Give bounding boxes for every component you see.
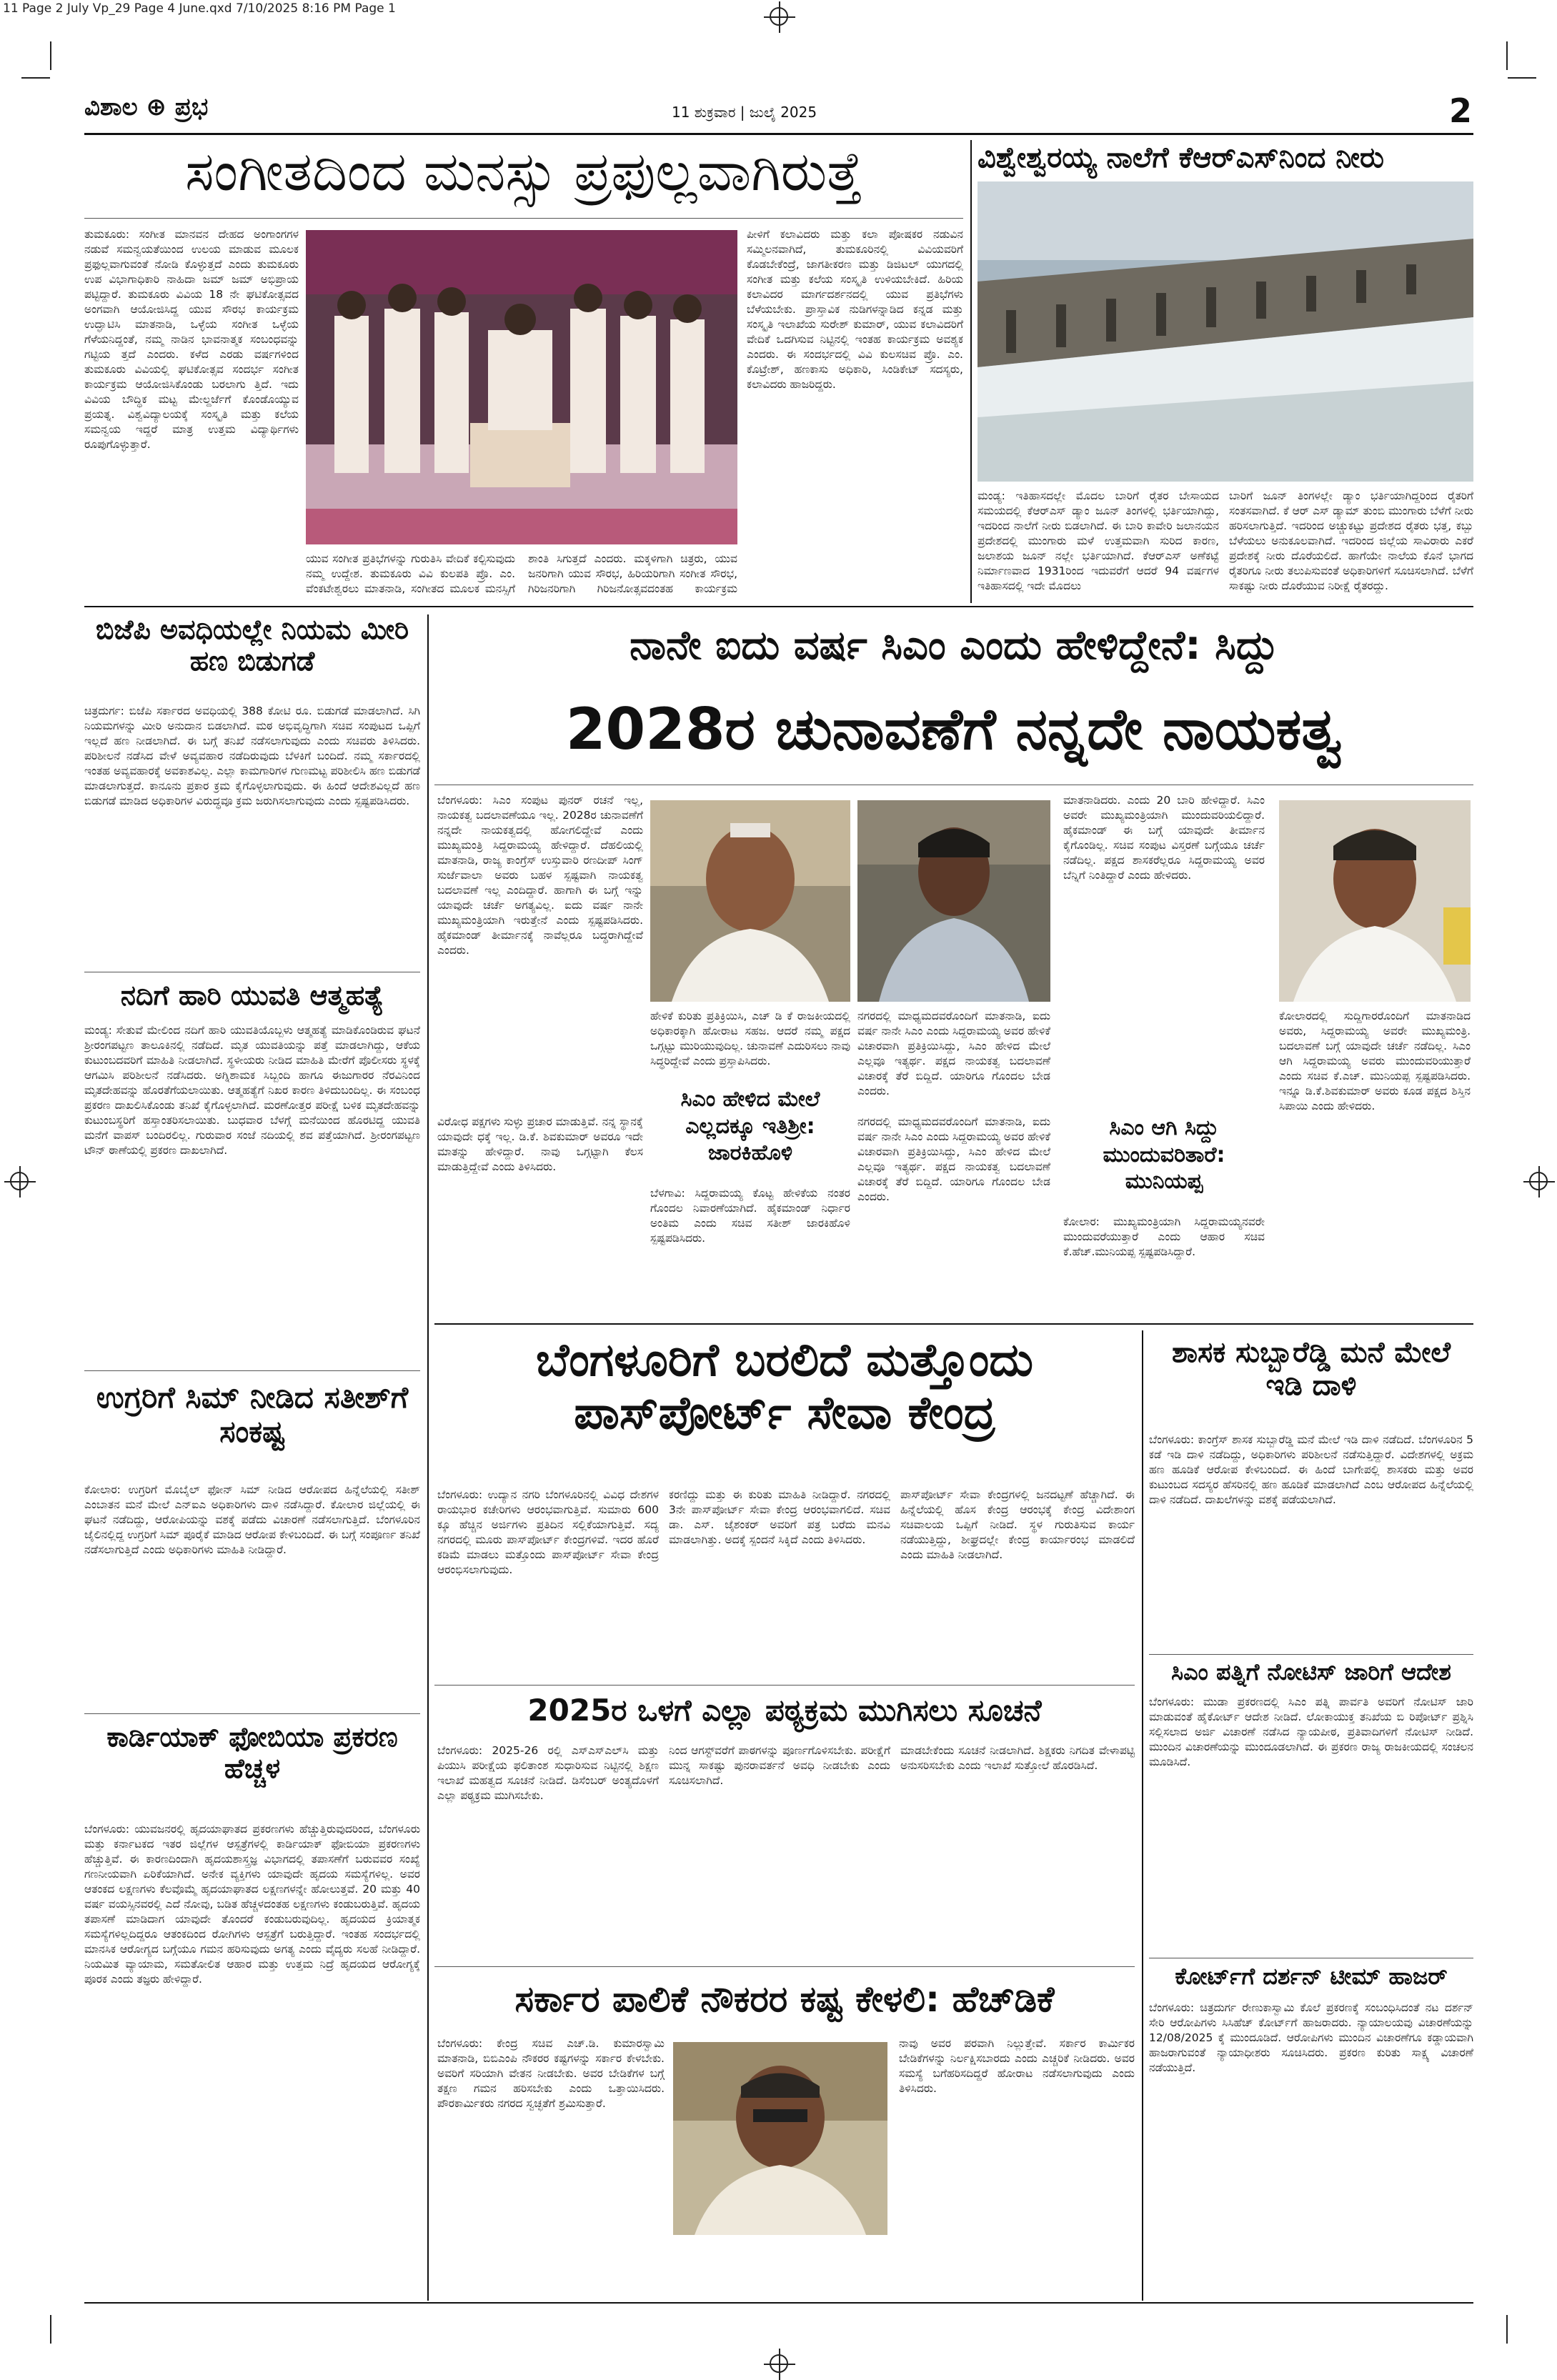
crop-mark-icon xyxy=(50,41,51,70)
registration-mark-right-icon xyxy=(1529,1172,1548,1190)
divider xyxy=(84,218,963,219)
bjp-body: ಚಿತ್ರದುರ್ಗ: ಬಿಜೆಪಿ ಸರ್ಕಾರದ ಅವಧಿಯಲ್ಲಿ 388 ಕೋಟಿ ರೂ. ಬಿಡುಗಡೆ ಮಾಡಲಾಗಿದೆ. ಸಿಗಿ ನಿಯಮಗಳನ್ನು ಮೀರಿ ಅನುದಾನ ಬಿಡಲಾಗಿದೆ. ಮಠ ಅಭಿವೃದ್ಧಿಗಾಗಿ ಸಚಿವ ಸಂಪುಟದ ಒಪ್ಪಿಗೆ ಇಲ್ಲದೆ ಹಣ ನೀಡಲಾಗಿದೆ. ಈ ಬಗ್ಗೆ ತನಿಖೆ ನಡೆಸಲಾಗುವುದು ಎಂದು ಸಚಿವರು ತಿಳಿಸಿದರು. ಪರಿಶೀಲನೆ ನಡೆಸಿದ ವೇಳೆ ಅವ್ಯವಹಾರ ನಡೆದಿರುವುದು ಬೆಳಕಿಗೆ ಬಂದಿದೆ. ನಮ್ಮ ಸರ್ಕಾರದಲ್ಲಿ ಇಂತಹ ಅವ್ಯವಹಾರಕ್ಕೆ ಅವಕಾಶವಿಲ್ಲ. ಎಲ್ಲಾ ಕಾಮಗಾರಿಗಳ ಗುಣಮಟ್ಟ ಪರಿಶೀಲಿಸಿ ಹಣ ಬಿಡುಗಡೆ ಮಾಡಲಾಗುತ್ತದೆ. ಕಾನೂನು ಪ್ರಕಾರ ಕ್ರಮ ಕೈಗೊಳ್ಳಲಾಗುವುದು. ಈ ಹಿಂದೆ ಆದೇಶವಿಲ್ಲದೆ ಹಣ ಬಿಡುಗಡೆ ಮಾಡಿದ ಅಧಿಕಾರಿಗಳ ವಿರುದ್ಧವೂ ಕ್ರಮ ಜರುಗಿಸಲಾಗುವುದು ಎಂದು ಸ್ಪಷ್ಟಪಡಿಸಿದರು. xyxy=(84,704,420,807)
music-col-2: ಯುವ ಸಂಗೀತ ಪ್ರತಿಭೆಗಳನ್ನು ಗುರುತಿಸಿ ವೇದಿಕೆ ಕಲ್ಪಿಸುವುದು ನಮ್ಮ ಉದ್ದೇಶ. ತುಮಕೂರು ವಿವಿ ಕುಲಪತಿ ಪ್ರೊ. ಎಂ. ವೆಂಕಟೇಶ್ವರಲು ಮಾತನಾಡಿ, ಸಂಗೀತದ ಮೂಲಕ ಮನಸ್ಸಿಗೆ ಶಾಂತಿ ಸಿಗುತ್ತದೆ ಎಂದರು. ಮಕ್ಕಳಿಗಾಗಿ ಚಿತ್ರರು, ಯುವ ಜನರಿಗಾಗಿ ಯುವ ಸೌರಭ, ಹಿರಿಯರಿಗಾಗಿ ಸಂಗೀತ ಸೌರಭ, ಗಿರಿಜನರಿಗಾಗಿ ಗಿರಿಜನೋತ್ಸವದಂತಹ ಕಾರ್ಯಕ್ರಮ xyxy=(306,552,737,595)
divider xyxy=(434,1685,1135,1686)
subbareddy-headline: ಶಾಸಕ ಸುಬ್ಬಾರೆಡ್ಡಿ ಮನೆ ಮೇಲೆ ಇಡಿ ದಾಳಿ xyxy=(1171,1336,1451,1402)
muniyappa-photo xyxy=(1279,800,1471,1002)
divider xyxy=(434,1966,1135,1967)
hdk-headline: ಸರ್ಕಾರ ಪಾಲಿಕೆ ನೌಕರರ ಕಷ್ಟ ಕೇಳಲಿ: ಹೆಚ್‌ಡಿಕೆ xyxy=(514,1978,1055,2020)
cm-side2-heading: ಸಿಎಂ ಆಗಿ ಸಿದ್ದು ಮುಂದುವರಿತಾರೆ: ಮುನಿಯಪ್ಪ xyxy=(1103,1115,1225,1194)
satish-headline: ಉಗ್ರರಿಗೆ ಸಿಮ್ ನೀಡಿದ ಸತೀಶ್‌ಗೆ ಸಂಕಷ್ಟ xyxy=(96,1380,409,1450)
music-event-photo xyxy=(306,230,737,544)
cm-kicker: ನಾನೇ ಐದು ವರ್ಷ ಸಿಎಂ ಎಂದು ಹೇಳಿದ್ದೇನೆ: ಸಿದ್ದು xyxy=(630,622,1278,669)
cm-col-3: ನಗರದಲ್ಲಿ ಮಾಧ್ಯಮದವರೊಂದಿಗೆ ಮಾತನಾಡಿ, ಐದು ವರ್ಷ ನಾನೇ ಸಿಎಂ ಎಂದು ಸಿದ್ದರಾಮಯ್ಯ ಅವರ ಹೇಳಿಕೆ ವಿಚಾರವಾಗಿ ಪ್ರತಿಕ್ರಿಯಿಸಿದ್ದು, ಸಿಎಂ ಹೇಳಿದ ಮೇಲೆ ಎಲ್ಲವೂ ಇತ್ಯರ್ಥ. ಪಕ್ಷದ ನಾಯಕತ್ವ ಬದಲಾವಣೆ ವಿಚಾರಕ್ಕೆ ತೆರೆ ಬಿದ್ದಿದೆ. ಯಾರಿಗೂ ಗೊಂದಲ ಬೇಡ ಎಂದರು. xyxy=(857,1010,1050,1097)
krs-col-2: ಬಾರಿಗೆ ಜೂನ್ ತಿಂಗಳಲ್ಲೇ ಡ್ಯಾಂ ಭರ್ತಿಯಾಗಿದ್ದರಿಂದ ರೈತರಿಗೆ ಸಂತಸವಾಗಿದೆ. ಕೆ ಆರ್ ಎಸ್ ಡ್ಯಾಮ್ ತುಂಬಿ ಮುಂಗಾರು ಬೆಳೆಗೆ ನೀರು ಹರಿಸಲಾಗುತ್ತಿದೆ. ಇದರಿಂದ ಅಚ್ಚುಕಟ್ಟು ಪ್ರದೇಶದ ರೈತರು ಭತ್ತ, ಕಬ್ಬು ಬೆಳೆಯಲು ಅನುಕೂಲವಾಗಿದೆ. ಇದರಿಂದ ಜಿಲ್ಲೆಯ ಸಾವಿರಾರು ಎಕರೆ ಪ್ರದೇಶಕ್ಕೆ ನೀರು ದೊರೆಯಲಿದೆ. ಹಾಗೆಯೇ ನಾಲೆಯ ಕೊನೆ ಭಾಗದ ರೈತರಿಗೂ ನೀರು ತಲುಪಿಸುವಂತೆ ಅಧಿಕಾರಿಗಳಿಗೆ ಸೂಚಿಸಲಾಗಿದೆ. ಬೆಳೆಗೆ ಸಾಕಷ್ಟು ನೀರು ದೊರೆಯುವ ನಿರೀಕ್ಷೆ ರೈತರದ್ದು. xyxy=(1229,489,1473,592)
cm-side1-body: ಬೆಳಗಾವಿ: ಸಿದ್ದರಾಮಯ್ಯ ಕೊಟ್ಟ ಹೇಳಿಕೆಯ ನಂತರ ಗೊಂದಲ ನಿವಾರಣೆಯಾಗಿದೆ. ಹೈಕಮಾಂಡ್ ನಿರ್ಧಾರ ಅಂತಿಮ ಎಂದು ಸಚಿವ ಸತೀಶ್ ಜಾರಕಿಹೊಳಿ ಸ್ಪಷ್ಟಪಡಿಸಿದರು. xyxy=(650,1187,850,1245)
music-headline: ಸಂಗೀತದಿಂದ ಮನಸ್ಸು ಪ್ರಫುಲ್ಲವಾಗಿರುತ್ತೆ xyxy=(185,139,862,203)
crop-mark-icon xyxy=(21,77,50,79)
cm-col-4: ಮಾತನಾಡಿದರು. ಎಂದು 20 ಬಾರಿ ಹೇಳಿದ್ದಾರೆ. ಸಿಎಂ ಅವರೇ ಮುಖ್ಯಮಂತ್ರಿಯಾಗಿ ಮುಂದುವರಿಯಲಿದ್ದಾರೆ. ಹೈಕಮಾಂಡ್ ಈ ಬಗ್ಗೆ ಯಾವುದೇ ತೀರ್ಮಾನ ಕೈಗೊಂಡಿಲ್ಲ. ಸಚಿವ ಸಂಪುಟ ವಿಸ್ತರಣೆ ಬಗ್ಗೆಯೂ ಚರ್ಚೆ ನಡೆದಿಲ್ಲ. ಪಕ್ಷದ ಶಾಸಕರೆಲ್ಲರೂ ಸಿದ್ದರಾಮಯ್ಯ ಅವರ ಬೆನ್ನಿಗೆ ನಿಂತಿದ್ದಾರೆ ಎಂದು ಹೇಳಿದರು. xyxy=(1063,794,1265,882)
crop-mark-icon xyxy=(1506,41,1508,70)
crop-mark-icon xyxy=(50,2315,51,2344)
music-col-1: ತುಮಕೂರು: ಸಂಗೀತ ಮಾನವನ ದೇಹದ ಅಂಗಾಂಗಗಳ ನಡುವೆ ಸಮನ್ವಯತೆಯಿಂದ ಉಲಯ ಮಾಡುವ ಮೂಲಕ ಪ್ರಫುಲ್ಲವಾಗುವಂತೆ ನೋಡಿ ಕೊಳ್ಳುತ್ತದೆ ಎಂದು ತುಮಕೂರು ಉಪ ವಿಭಾಗಾಧಿಕಾರಿ ನಾಹಿದಾ ಜಮ್ ಜಮ್ ಅಭಿಪ್ರಾಯ ಪಟ್ಟಿದ್ದಾರೆ. ತುಮಕೂರು ವಿವಿಯ 18 ನೇ ಘಟಿಕೋತ್ಸವದ ಅಂಗವಾಗಿ ಆಯೋಜಿಸಿದ್ದ ಯುವ ಸೌರಭ ಕಾರ್ಯಕ್ರಮ ಉದ್ಘಾಟಿಸಿ ಮಾತನಾಡಿ, ಒಳ್ಳೆಯ ಸಂಗೀತ ಒಳ್ಳೆಯ ಗೆಳೆಯನಿದ್ದಂತೆ, ನಮ್ಮ ನಾಡಿನ ಭಾವನಾತ್ಮಕ ಸಂಬಂಧವನ್ನು ಗಟ್ಟಿಯ ತ್ತದೆ ಎಂದರು. ಕಳೆದ ಎರಡು ವರ್ಷಗಳಿಂದ ತುಮಕೂರು ವಿವಿಯಲ್ಲಿ ಘಟಿಕೋತ್ಸವ ಸಂದರ್ಭ ಸಂಗೀತ ಕಾರ್ಯಕ್ರಮ ಆಯೋಜಿಸಿಕೊಂಡು ಬರಲಾಗು ತ್ತಿದೆ. ಇದು ವಿವಿಯ ಬೌದ್ಧಿಕ ಮಟ್ಟ ಮೇಲ್ದರ್ಜೆಗೆ ಕೊಂಡೊಯ್ಯುವ ಪ್ರಯತ್ನ. ವಿಶ್ವವಿದ್ಯಾಲಯಕ್ಕೆ ಸಂಸ್ಕೃತಿ ಮತ್ತು ಕಲೆಯ ಸಮನ್ವಯ ಇದ್ದರೆ ಮಾತ್ರ ಉತ್ತಮ ವಿದ್ಯಾರ್ಥಿಗಳು ರೂಪುಗೊಳ್ಳುತ್ತಾರೆ. xyxy=(84,228,299,451)
registration-mark-left-icon xyxy=(10,1172,29,1190)
divider xyxy=(84,1713,420,1714)
cm-col-1b: ವಿರೋಧ ಪಕ್ಷಗಳು ಸುಳ್ಳು ಪ್ರಚಾರ ಮಾಡುತ್ತಿವೆ. ನನ್ನ ಸ್ಥಾನಕ್ಕೆ ಯಾವುದೇ ಧಕ್ಕೆ ಇಲ್ಲ. ಡಿ.ಕೆ. ಶಿವಕುಮಾರ್ ಅವರೂ ಇದೇ ಮಾತನ್ನು ಹೇಳಿದ್ದಾರೆ. ನಾವು ಒಗ್ಗಟ್ಟಾಗಿ ಕೆಲಸ ಮಾಡುತ್ತಿದ್ದೇವೆ ಎಂದು ತಿಳಿಸಿದರು. xyxy=(437,1115,643,1173)
music-col-3: ಪೀಳಿಗೆ ಕಲಾವಿದರು ಮತ್ತು ಕಲಾ ಪೋಷಕರ ನಡುವಿನ ಸಮ್ಮಿಲನವಾಗಿದೆ, ತುಮಕೂರಿನಲ್ಲಿ ವಿವಿಯವರಿಗೆ ಕೊಡಬೇಕೆಂದ್ರೆ, ಜಾಗತೀಕರಣ ಮತ್ತು ಡಿಜಿಟಲ್ ಯುಗದಲ್ಲಿ ಸಂಗೀತ ಮತ್ತು ಕಲೆಯ ಸಂಸ್ಕೃತಿ ಉಳಿಯಬೇಕಿದೆ. ಹಿರಿಯ ಕಲಾವಿದರ ಮಾರ್ಗದರ್ಶನದಲ್ಲಿ ಯುವ ಪ್ರತಿಭೆಗಳು ಬೆಳೆಯಬೇಕು. ಪ್ರಾಸ್ತಾವಿಕ ನುಡಿಗಳನ್ನಾಡಿದ ಕನ್ನಡ ಮತ್ತು ಸಂಸ್ಕೃತಿ ಇಲಾಖೆಯ ಸುರೇಶ್ ಕುಮಾರ್, ಯುವ ಕಲಾವಿದರಿಗೆ ವೇದಿಕೆ ಒದಗಿಸುವ ನಿಟ್ಟಿನಲ್ಲಿ ಇಂತಹ ಕಾರ್ಯಕ್ರಮ ಅವಶ್ಯಕ ಎಂದರು. ಈ ಸಂದರ್ಭದಲ್ಲಿ ವಿವಿ ಕುಲಸಚಿವ ಪ್ರೊ. ಎಂ. ಕೊಟ್ರೇಶ್, ಹಣಕಾಸು ಅಧಿಕಾರಿ, ಸಿಂಡಿಕೇಟ್ ಸದಸ್ಯರು, ಕಲಾವಿದರು ಹಾಜರಿದ್ದರು. xyxy=(747,228,963,391)
column-rule xyxy=(1142,1330,1143,2301)
section-rule xyxy=(84,606,1473,607)
krs-dam-photo xyxy=(978,181,1473,482)
page-number: 2 xyxy=(1449,91,1473,130)
cmnotice-body: ಬೆಂಗಳೂರು: ಮುಡಾ ಪ್ರಕರಣದಲ್ಲಿ ಸಿಎಂ ಪತ್ನಿ ಪಾರ್ವತಿ ಅವರಿಗೆ ನೋಟಿಸ್ ಜಾರಿ ಮಾಡುವಂತೆ ಹೈಕೋರ್ಟ್ ಆದೇಶ ನೀಡಿದೆ. ಲೋಕಾಯುಕ್ತ ತನಿಖೆಯ ಬಿ ರಿಪೋರ್ಟ್ ಪ್ರಶ್ನಿಸಿ ಸಲ್ಲಿಸಲಾದ ಅರ್ಜಿ ವಿಚಾರಣೆ ನಡೆಸಿದ ನ್ಯಾಯಪೀಠ, ಪ್ರತಿವಾದಿಗಳಿಗೆ ನೋಟಿಸ್ ನೀಡಿದೆ. ಮುಂದಿನ ವಿಚಾರಣೆಯನ್ನು ಮುಂದೂಡಲಾಗಿದೆ. ಈ ಪ್ರಕರಣ ರಾಜ್ಯ ರಾಜಕೀಯದಲ್ಲಿ ಸಂಚಲನ ಮೂಡಿಸಿದೆ. xyxy=(1149,1696,1473,1768)
crop-mark-icon xyxy=(1506,2315,1508,2344)
cm-col-1: ಬೆಂಗಳೂರು: ಸಿಎಂ ಸಂಪುಟ ಪುನರ್ ರಚನೆ ಇಲ್ಲ, ನಾಯಕತ್ವ ಬದಲಾವಣೆಯೂ ಇಲ್ಲ. 2028ರ ಚುನಾವಣೆಗೆ ನನ್ನದೇ ನಾಯಕತ್ವದಲ್ಲಿ ಹೋಗಲಿದ್ದೇವೆ ಎಂದು ಮುಖ್ಯಮಂತ್ರಿ ಸಿದ್ದರಾಮಯ್ಯ ಹೇಳಿದ್ದಾರೆ. ದೆಹಲಿಯಲ್ಲಿ ಮಾತನಾಡಿ, ರಾಜ್ಯ ಕಾಂಗ್ರೆಸ್ ಉಸ್ತುವಾರಿ ರಣದೀಪ್ ಸಿಂಗ್ ಸುರ್ಜೆವಾಲಾ ಅವರು ಬಹಳ ಸ್ಪಷ್ಟವಾಗಿ ನಾಯಕತ್ವ ಬದಲಾವಣೆ ಇಲ್ಲ ಎಂದಿದ್ದಾರೆ. ಹಾಗಾಗಿ ಈ ಬಗ್ಗೆ ಇನ್ನು ಯಾವುದೇ ಚರ್ಚೆ ಅಗತ್ಯವಿಲ್ಲ. ಐದು ವರ್ಷ ನಾನೇ ಮುಖ್ಯಮಂತ್ರಿಯಾಗಿ ಇರುತ್ತೇನೆ ಎಂದು ಸ್ಪಷ್ಟಪಡಿಸಿದರು. ಹೈಕಮಾಂಡ್ ತೀರ್ಮಾನಕ್ಕೆ ನಾವೆಲ್ಲರೂ ಬದ್ಧರಾಗಿದ್ದೇವೆ ಎಂದರು. xyxy=(437,794,643,957)
masthead-rule xyxy=(84,133,1473,135)
jarkiholi-photo xyxy=(857,800,1050,1002)
dateline: 11 ಶುಕ್ರವಾರ | ಜುಲೈ 2025 xyxy=(672,104,817,121)
registration-mark-top-icon xyxy=(770,7,788,26)
course-col-1: ಬೆಂಗಳೂರು: 2025-26 ರಲ್ಲಿ ಎಸ್‌ಎಸ್‌ಎಲ್‌ಸಿ ಮತ್ತು ಪಿಯುಸಿ ಪರೀಕ್ಷೆಯ ಫಲಿತಾಂಶ ಸುಧಾರಿಸುವ ನಿಟ್ಟಿನಲ್ಲಿ ಶಿಕ್ಷಣ ಇಲಾಖೆ ಮಹತ್ವದ ಸೂಚನೆ ನೀಡಿದೆ. ಡಿಸೆಂಬರ್ ಅಂತ್ಯದೊಳಗೆ ಎಲ್ಲಾ ಪಠ್ಯಕ್ರಮ ಮುಗಿಸಬೇಕು. xyxy=(437,1744,659,1802)
cm-headline: 2028ರ ಚುನಾವಣೆಗೆ ನನ್ನದೇ ನಾಯಕತ್ವ xyxy=(565,696,1343,762)
divider xyxy=(1149,1654,1473,1655)
print-slug: 11 Page 2 July Vp_29 Page 4 June.qxd 7/10/2025 8:16 PM Page 1 xyxy=(3,1,396,16)
cm-col-3b: ನಗರದಲ್ಲಿ ಮಾಧ್ಯಮದವರೊಂದಿಗೆ ಮಾತನಾಡಿ, ಐದು ವರ್ಷ ನಾನೇ ಸಿಎಂ ಎಂದು ಸಿದ್ದರಾಮಯ್ಯ ಅವರ ಹೇಳಿಕೆ ವಿಚಾರವಾಗಿ ಪ್ರತಿಕ್ರಿಯಿಸಿದ್ದು, ಸಿಎಂ ಹೇಳಿದ ಮೇಲೆ ಎಲ್ಲವೂ ಇತ್ಯರ್ಥ. ಪಕ್ಷದ ನಾಯಕತ್ವ ಬದಲಾವಣೆ ವಿಚಾರಕ್ಕೆ ತೆರೆ ಬಿದ್ದಿದೆ. ಯಾರಿಗೂ ಗೊಂದಲ ಬೇಡ ಎಂದರು. xyxy=(857,1115,1050,1203)
passport-col-1: ಬೆಂಗಳೂರು: ಉದ್ಯಾನ ನಗರಿ ಬೆಂಗಳೂರಿನಲ್ಲಿ ವಿವಿಧ ದೇಶಗಳ ರಾಯಭಾರ ಕಚೇರಿಗಳು ಆರಂಭವಾಗುತ್ತಿವೆ. ಸುಮಾರು 600 ಕ್ಕೂ ಹೆಚ್ಚಿನ ಅರ್ಜಿಗಳು ಪ್ರತಿದಿನ ಸಲ್ಲಿಕೆಯಾಗುತ್ತಿವೆ. ಸದ್ಯ ನಗರದಲ್ಲಿ ಮೂರು ಪಾಸ್‌ಪೋರ್ಟ್ ಕೇಂದ್ರಗಳಿವೆ. ಇದರ ಹೊರೆ ಕಡಿಮೆ ಮಾಡಲು ಮತ್ತೊಂದು ಪಾಸ್‌ಪೋರ್ಟ್ ಸೇವಾ ಕೇಂದ್ರ ಆರಂಭಿಸಲಾಗುವುದು. xyxy=(437,1488,659,1576)
darshan-body: ಬೆಂಗಳೂರು: ಚಿತ್ರದುರ್ಗ ರೇಣುಕಾಸ್ವಾಮಿ ಕೊಲೆ ಪ್ರಕರಣಕ್ಕೆ ಸಂಬಂಧಿಸಿದಂತೆ ನಟ ದರ್ಶನ್ ಸೇರಿ ಆರೋಪಿಗಳು ಸಿಸಿಹೆಚ್ ಕೋರ್ಟ್‌ಗೆ ಹಾಜರಾದರು. ನ್ಯಾಯಾಲಯವು ವಿಚಾರಣೆಯನ್ನು 12/08/2025 ಕ್ಕೆ ಮುಂದೂಡಿದೆ. ಆರೋಪಿಗಳು ಮುಂದಿನ ವಿಚಾರಣೆಗೂ ಕಡ್ಡಾಯವಾಗಿ ಹಾಜರಾಗುವಂತೆ ನ್ಯಾಯಾಧೀಶರು ಸೂಚಿಸಿದರು. ಪ್ರಕರಣ ಕುರಿತು ಸಾಕ್ಷ್ಯ ವಿಚಾರಣೆ ನಡೆಯುತ್ತಿದೆ. xyxy=(1149,2001,1473,2074)
passport-headline: ಬೆಂಗಳೂರಿಗೆ ಬರಲಿದೆ ಮತ್ತೊಂದು ಪಾಸ್‌ಪೋರ್ಟ್ ಸೇವಾ ಕೇಂದ್ರ xyxy=(536,1334,1033,1440)
bjp-headline: ಬಿಜೆಪಿ ಅವಧಿಯಲ್ಲೇ ನಿಯಮ ಮೀರಿ ಹಣ ಬಿಡುಗಡೆ xyxy=(95,614,409,677)
footer-rule xyxy=(84,2302,1473,2304)
column-rule xyxy=(970,140,972,603)
cmnotice-headline: ಸಿಎಂ ಪತ್ನಿಗೆ ನೋಟಿಸ್ ಜಾರಿಗೆ ಆದೇಶ xyxy=(1171,1658,1451,1686)
cm-col-2: ಹೇಳಿಕೆ ಕುರಿತು ಪ್ರತಿಕ್ರಿಯಿಸಿ, ಎಚ್ ಡಿ ಕೆ ರಾಜಕೀಯದಲ್ಲಿ ಅಧಿಕಾರಕ್ಕಾಗಿ ಹೋರಾಟ ಸಹಜ. ಆದರೆ ನಮ್ಮ ಪಕ್ಷದ ಒಗ್ಗಟ್ಟು ಮುರಿಯುವುದಿಲ್ಲ. ಚುನಾವಣೆ ಎದುರಿಸಲು ನಾವು ಸಿದ್ಧರಿದ್ದೇವೆ ಎಂದು ಪ್ರಸ್ತಾಪಿಸಿದರು. xyxy=(650,1010,850,1067)
cm-side1-heading: ಸಿಎಂ ಹೇಳಿದ ಮೇಲೆ ಎಲ್ಲದಕ್ಕೂ ಇತಿಶ್ರೀ: ಜಾರಕಿಹೊಳಿ xyxy=(680,1087,820,1165)
passport-col-2: ಕರಣಿದ್ದು ಮತ್ತು ಈ ಕುರಿತು ಮಾಹಿತಿ ನೀಡಿದ್ದಾರೆ. ನಗರದಲ್ಲಿ 3ನೇ ಪಾಸ್‌ಪೋರ್ಟ್ ಸೇವಾ ಕೇಂದ್ರ ಆರಂಭವಾಗಲಿದೆ. ಸಚಿವ ಡಾ. ಎಸ್. ಜೈಶಂಕರ್ ಅವರಿಗೆ ಪತ್ರ ಬರೆದು ಮನವಿ ಮಾಡಲಾಗಿತ್ತು. ಅದಕ್ಕೆ ಸ್ಪಂದನೆ ಸಿಕ್ಕಿದೆ ಎಂದು ತಿಳಿಸಿದರು. xyxy=(669,1488,890,1546)
column-rule xyxy=(427,614,429,2301)
suicide-headline: ನದಿಗೆ ಹಾರಿ ಯುವತಿ ಆತ್ಮಹತ್ಯೆ xyxy=(120,980,384,1011)
suicide-body: ಮಂಡ್ಯ: ಸೇತುವೆ ಮೇಲಿಂದ ನದಿಗೆ ಹಾರಿ ಯುವತಿಯೊಬ್ಬಳು ಆತ್ಮಹತ್ಯೆ ಮಾಡಿಕೊಂಡಿರುವ ಘಟನೆ ಶ್ರೀರಂಗಪಟ್ಟಣ ತಾಲೂಕಿನಲ್ಲಿ ನಡೆದಿದೆ. ಮೃತ ಯುವತಿಯನ್ನು ಪತ್ತೆ ಮಾಡಲಾಗಿದ್ದು, ಆಕೆಯ ಕುಟುಂಬದವರಿಗೆ ಮಾಹಿತಿ ನೀಡಲಾಗಿದೆ. ಸ್ಥಳೀಯರು ನೀಡಿದ ಮಾಹಿತಿ ಮೇರೆಗೆ ಪೊಲೀಸರು ಸ್ಥಳಕ್ಕೆ ಆಗಮಿಸಿ ಪರಿಶೀಲನೆ ನಡೆಸಿದರು. ಅಗ್ನಿಶಾಮಕ ಸಿಬ್ಬಂದಿ ಹಾಗೂ ಈಜುಗಾರರ ನೆರವಿನಿಂದ ಮೃತದೇಹವನ್ನು ಹೊರತೆಗೆಯಲಾಯಿತು. ಆತ್ಮಹತ್ಯೆಗೆ ನಿಖರ ಕಾರಣ ತಿಳಿದುಬಂದಿಲ್ಲ. ಈ ಸಂಬಂಧ ಪ್ರಕರಣ ದಾಖಲಿಸಿಕೊಂಡು ತನಿಖೆ ಕೈಗೊಳ್ಳಲಾಗಿದೆ. ಮರಣೋತ್ತರ ಪರೀಕ್ಷೆ ಬಳಿಕ ಮೃತದೇಹವನ್ನು ಕುಟುಂಬಸ್ಥರಿಗೆ ಹಸ್ತಾಂತರಿಸಲಾಯಿತು. ಬುಧವಾರ ಬೆಳಗ್ಗೆ ಮನೆಯಿಂದ ಹೊರಟಿದ್ದ ಯುವತಿ ಮನೆಗೆ ವಾಪಸ್ ಬಂದಿರಲಿಲ್ಲ. ಗುರುವಾರ ಸಂಜೆ ನದಿಯಲ್ಲಿ ಶವ ಪತ್ತೆಯಾಗಿದೆ. ಶ್ರೀರಂಗಪಟ್ಟಣ ಟೌನ್ ಠಾಣೆಯಲ್ಲಿ ಪ್ರಕರಣ ದಾಖಲಾಗಿದೆ. xyxy=(84,1024,420,1157)
siddaramaiah-photo xyxy=(650,800,850,1002)
masthead-logo: ವಿಶಾಲ ⊕ ಪ್ರಭ xyxy=(84,93,209,121)
crop-mark-icon xyxy=(1508,77,1536,79)
krs-headline: ವಿಶ್ವೇಶ್ವರಯ್ಯ ನಾಲೆಗೆ ಕೆಆರ್‌ಎಸ್‌ನಿಂದ ನೀರು xyxy=(978,141,1384,174)
cardiac-headline: ಕಾರ್ಡಿಯಾಕ್ ಫೋಬಿಯಾ ಪ್ರಕರಣ ಹೆಚ್ಚಳ xyxy=(106,1721,398,1784)
cm-side2-body: ಕೋಲಾರ: ಮುಖ್ಯಮಂತ್ರಿಯಾಗಿ ಸಿದ್ದರಾಮಯ್ಯನವರೇ ಮುಂದುವರೆಯುತ್ತಾರೆ ಎಂದು ಆಹಾರ ಸಚಿವ ಕೆ.ಹೆಚ್.ಮುನಿಯಪ್ಪ ಸ್ಪಷ್ಟಪಡಿಸಿದ್ದಾರೆ. xyxy=(1063,1215,1265,1258)
darshan-headline: ಕೋರ್ಟ್‌ಗೆ ದರ್ಶನ್ ಟೀಮ್ ಹಾಜರ್ xyxy=(1175,1963,1448,1990)
subbareddy-body: ಬೆಂಗಳೂರು: ಕಾಂಗ್ರೆಸ್ ಶಾಸಕ ಸುಬ್ಬಾರೆಡ್ಡಿ ಮನೆ ಮೇಲೆ ಇಡಿ ದಾಳಿ ನಡೆದಿದೆ. ಬೆಂಗಳೂರಿನ 5 ಕಡೆ ಇಡಿ ದಾಳಿ ನಡೆದಿದ್ದು, ಅಧಿಕಾರಿಗಳು ಪರಿಶೀಲನೆ ನಡೆಸುತ್ತಿದ್ದಾರೆ. ವಿದೇಶಗಳಲ್ಲಿ ಅಕ್ರಮ ಹಣ ಹೂಡಿಕೆ ಆರೋಪ ಕೇಳಿಬಂದಿದೆ. ಈ ಹಿಂದೆ ಬಾಗೇಪಲ್ಲಿ ಶಾಸಕರು ಮತ್ತು ಅವರ ಕುಟುಂಬದ ಸದಸ್ಯರ ಹೆಸರಿನಲ್ಲಿ ಹಣ ಹೂಡಿಕೆ ಮಾಡಲಾಗಿದೆ ಎಂಬ ಆರೋಪದ ಹಿನ್ನೆಲೆಯಲ್ಲಿ ದಾಳಿ ನಡೆದಿದೆ. ದಾಖಲೆಗಳನ್ನು ವಶಕ್ಕೆ ಪಡೆಯಲಾಗಿದೆ. xyxy=(1149,1433,1473,1506)
registration-mark-bottom-icon xyxy=(770,2354,788,2373)
section-rule xyxy=(434,1323,1473,1325)
cm-col-5: ಕೋಲಾರದಲ್ಲಿ ಸುದ್ದಿಗಾರರೊಂದಿಗೆ ಮಾತನಾಡಿದ ಅವರು, ಸಿದ್ದರಾಮಯ್ಯ ಅವರೇ ಮುಖ್ಯಮಂತ್ರಿ. ಬದಲಾವಣೆ ಬಗ್ಗೆ ಯಾವುದೇ ಚರ್ಚೆ ನಡೆದಿಲ್ಲ. ಸಿಎಂ ಆಗಿ ಸಿದ್ದರಾಮಯ್ಯ ಅವರು ಮುಂದುವರಿಯುತ್ತಾರೆ ಎಂದು ಸಚಿವ ಕೆ.ಎಚ್. ಮುನಿಯಪ್ಪ ಸ್ಪಷ್ಟಪಡಿಸಿದರು. ಇನ್ನೂ ಡಿ.ಕೆ.ಶಿವಕುಮಾರ್ ಅವರು ಕೂಡ ಪಕ್ಷದ ಶಿಸ್ತಿನ ಸಿಪಾಯಿ ಎಂದು ಹೇಳಿದರು. xyxy=(1279,1010,1471,1112)
hdk-col-2: ನಾವು ಅವರ ಪರವಾಗಿ ನಿಲ್ಲುತ್ತೇವೆ. ಸರ್ಕಾರ ಕಾರ್ಮಿಕರ ಬೇಡಿಕೆಗಳನ್ನು ನಿರ್ಲಕ್ಷಿಸಬಾರದು ಎಂದು ಎಚ್ಚರಿಕೆ ನೀಡಿದರು. ಅವರ ಸಮಸ್ಯೆ ಬಗೆಹರಿಸದಿದ್ದರೆ ಹೋರಾಟ ನಡೆಸಲಾಗುವುದು ಎಂದು ತಿಳಿಸಿದರು. xyxy=(899,2037,1135,2095)
krs-col-1: ಮಂಡ್ಯ: ಇತಿಹಾಸದಲ್ಲೇ ಮೊದಲ ಬಾರಿಗೆ ರೈತರ ಬೇಸಾಯದ ಸಮಯದಲ್ಲಿ ಕೆಆರ್‌ಎಸ್ ಡ್ಯಾಂ ಜೂನ್ ತಿಂಗಳಲ್ಲಿ ಭರ್ತಿಯಾಗಿದ್ದು, ಇದರಿಂದ ನಾಲೆಗೆ ನೀರು ಬಿಡಲಾಗಿದೆ. ಈ ಬಾರಿ ಕಾವೇರಿ ಜಲಾನಯನ ಪ್ರದೇಶದಲ್ಲಿ ಮುಂಗಾರು ಮಳೆ ಉತ್ತಮವಾಗಿ ಸುರಿದ ಕಾರಣ, ಜಲಾಶಯ ಜೂನ್ ನಲ್ಲೇ ಭರ್ತಿಯಾಗಿದೆ. ಕೆಆರ್‌ಎಸ್ ಅಣೆಕಟ್ಟೆ ನಿರ್ಮಾಣವಾದ 1931ರಿಂದ ಇದುವರೆಗೆ ಆದರೆ 94 ವರ್ಷಗಳ ಇತಿಹಾಸದಲ್ಲಿ ಇದೇ ಮೊದಲು xyxy=(978,489,1219,592)
cardiac-body: ಬೆಂಗಳೂರು: ಯುವಜನರಲ್ಲಿ ಹೃದಯಾಘಾತದ ಪ್ರಕರಣಗಳು ಹೆಚ್ಚುತ್ತಿರುವುದರಿಂದ, ಬೆಂಗಳೂರು ಮತ್ತು ಕರ್ನಾಟಕದ ಇತರ ಜಿಲ್ಲೆಗಳ ಆಸ್ಪತ್ರೆಗಳಲ್ಲಿ ಕಾರ್ಡಿಯಾಕ್ ಫೋಬಿಯಾ ಪ್ರಕರಣಗಳು ಹೆಚ್ಚುತ್ತಿವೆ. ಈ ಕಾರಣದಿಂದಾಗಿ ಹೃದಯಶಾಸ್ತ್ರಜ್ಞ ವಿಭಾಗದಲ್ಲಿ ತಪಾಸಣೆಗೆ ಬರುವವರ ಸಂಖ್ಯೆ ಗಣನೀಯವಾಗಿ ಏರಿಕೆಯಾಗಿದೆ. ಅನೇಕ ವ್ಯಕ್ತಿಗಳು ಯಾವುದೇ ಹೃದಯ ಸಮಸ್ಯೆಗಳಿಲ್ಲ. ಅವರ ಆತಂಕದ ಲಕ್ಷಣಗಳು ಕೆಲವೊಮ್ಮೆ ಹೃದಯಾಘಾತದ ಲಕ್ಷಣಗಳನ್ನೇ ಹೋಲುತ್ತವೆ. 20 ಮತ್ತು 40 ವರ್ಷ ವಯಸ್ಸಿನವರಲ್ಲಿ ಎದೆ ನೋವು, ಬಡಿತ ಹೆಚ್ಚಳದಂತಹ ಲಕ್ಷಣಗಳು ಕಂಡುಬರುತ್ತಿವೆ. ಹೃದಯ ತಪಾಸಣೆ ಮಾಡಿದಾಗ ಯಾವುದೇ ತೊಂದರೆ ಕಂಡುಬರುವುದಿಲ್ಲ. ಹೃದಯದ ಕ್ರಿಯಾತ್ಮಕ ಸಮಸ್ಯೆಗಳಿಲ್ಲದಿದ್ದರೂ ಆತಂಕದಿಂದ ರೋಗಿಗಳು ಆಸ್ಪತ್ರೆಗೆ ಬರುತ್ತಿದ್ದಾರೆ. ಇಂತಹ ಸಂದರ್ಭದಲ್ಲಿ ಮಾನಸಿಕ ಆರೋಗ್ಯದ ಬಗ್ಗೆಯೂ ಗಮನ ಹರಿಸುವುದು ಅಗತ್ಯ ಎಂದು ವೈದ್ಯರು ಸಲಹೆ ನೀಡಿದ್ದಾರೆ. ನಿಯಮಿತ ವ್ಯಾಯಾಮ, ಸಮತೋಲಿತ ಆಹಾರ ಮತ್ತು ಉತ್ತಮ ನಿದ್ರೆ ಹೃದಯದ ಆರೋಗ್ಯಕ್ಕೆ ಪೂರಕ ಎಂದು ತಜ್ಞರು ಹೇಳಿದ್ದಾರೆ. xyxy=(84,1823,420,1986)
hdk-col-1: ಬೆಂಗಳೂರು: ಕೇಂದ್ರ ಸಚಿವ ಎಚ್.ಡಿ. ಕುಮಾರಸ್ವಾಮಿ ಮಾತನಾಡಿ, ಬಿಬಿಎಂಪಿ ನೌಕರರ ಕಷ್ಟಗಳನ್ನು ಸರ್ಕಾರ ಕೇಳಬೇಕು. ಅವರಿಗೆ ಸರಿಯಾಗಿ ವೇತನ ನೀಡಬೇಕು. ಅವರ ಬೇಡಿಕೆಗಳ ಬಗ್ಗೆ ತಕ್ಷಣ ಗಮನ ಹರಿಸಬೇಕು ಎಂದು ಒತ್ತಾಯಿಸಿದರು. ಪೌರಕಾರ್ಮಿಕರು ನಗರದ ಸ್ವಚ್ಛತೆಗೆ ಶ್ರಮಿಸುತ್ತಾರೆ. xyxy=(437,2037,665,2110)
course-col-3: ಮಾಡಬೇಕೆಂದು ಸೂಚನೆ ನೀಡಲಾಗಿದೆ. ಶಿಕ್ಷಕರು ನಿಗದಿತ ವೇಳಾಪಟ್ಟಿ ಅನುಸರಿಸಬೇಕು ಎಂದು ಇಲಾಖೆ ಸುತ್ತೋಲೆ ಹೊರಡಿಸಿದೆ. xyxy=(900,1744,1135,1772)
satish-body: ಕೋಲಾರ: ಉಗ್ರರಿಗೆ ಮೊಬೈಲ್ ಫೋನ್ ಸಿಮ್ ನೀಡಿದ ಆರೋಪದ ಹಿನ್ನೆಲೆಯಲ್ಲಿ ಸತೀಶ್ ಎಂಬಾತನ ಮನೆ ಮೇಲೆ ಎನ್‌ಐಎ ಅಧಿಕಾರಿಗಳು ದಾಳಿ ನಡೆಸಿದ್ದಾರೆ. ಕೋಲಾರ ಜಿಲ್ಲೆಯಲ್ಲಿ ಈ ಘಟನೆ ನಡೆದಿದ್ದು, ಆರೋಪಿಯನ್ನು ವಶಕ್ಕೆ ಪಡೆದು ವಿಚಾರಣೆ ನಡೆಸಲಾಗುತ್ತಿದೆ. ಬೆಂಗಳೂರಿನ ಜೈಲಿನಲ್ಲಿದ್ದ ಉಗ್ರರಿಗೆ ಸಿಮ್ ಪೂರೈಕೆ ಮಾಡಿದ ಆರೋಪ ಕೇಳಿಬಂದಿದೆ. ಈ ಬಗ್ಗೆ ಸಂಪೂರ್ಣ ತನಿಖೆ ನಡೆಸಲಾಗುತ್ತಿದೆ ಎಂದು ಅಧಿಕಾರಿಗಳು ಮಾಹಿತಿ ನೀಡಿದ್ದಾರೆ. xyxy=(84,1483,420,1556)
kumaraswamy-photo xyxy=(673,2042,887,2235)
course-headline: 2025ರ ಒಳಗೆ ಎಲ್ಲಾ ಪಠ್ಯಕ್ರಮ ಮುಗಿಸಲು ಸೂಚನೆ xyxy=(527,1693,1042,1728)
passport-col-3: ಪಾಸ್‌ಪೋರ್ಟ್ ಸೇವಾ ಕೇಂದ್ರಗಳಲ್ಲಿ ಜನದಟ್ಟಣೆ ಹೆಚ್ಚಾಗಿದೆ. ಈ ಹಿನ್ನೆಲೆಯಲ್ಲಿ ಹೊಸ ಕೇಂದ್ರ ಆರಂಭಕ್ಕೆ ಕೇಂದ್ರ ವಿದೇಶಾಂಗ ಸಚಿವಾಲಯ ಒಪ್ಪಿಗೆ ನೀಡಿದೆ. ಸ್ಥಳ ಗುರುತಿಸುವ ಕಾರ್ಯ ನಡೆಯುತ್ತಿದ್ದು, ಶೀಘ್ರದಲ್ಲೇ ಕೇಂದ್ರ ಕಾರ್ಯಾರಂಭ ಮಾಡಲಿದೆ ಎಂದು ಮಾಹಿತಿ ನೀಡಲಾಗಿದೆ. xyxy=(900,1488,1135,1561)
divider xyxy=(84,1370,420,1371)
course-col-2: ನಿಂದ ಆಗಸ್ಟ್‌ವರೆಗೆ ಪಾಠಗಳನ್ನು ಪೂರ್ಣಗೊಳಿಸಬೇಕು. ಪರೀಕ್ಷೆಗೆ ಮುನ್ನ ಸಾಕಷ್ಟು ಪುನರಾವರ್ತನೆ ಅವಧಿ ನೀಡಬೇಕು ಎಂದು ಸೂಚಿಸಲಾಗಿದೆ. xyxy=(669,1744,890,1787)
